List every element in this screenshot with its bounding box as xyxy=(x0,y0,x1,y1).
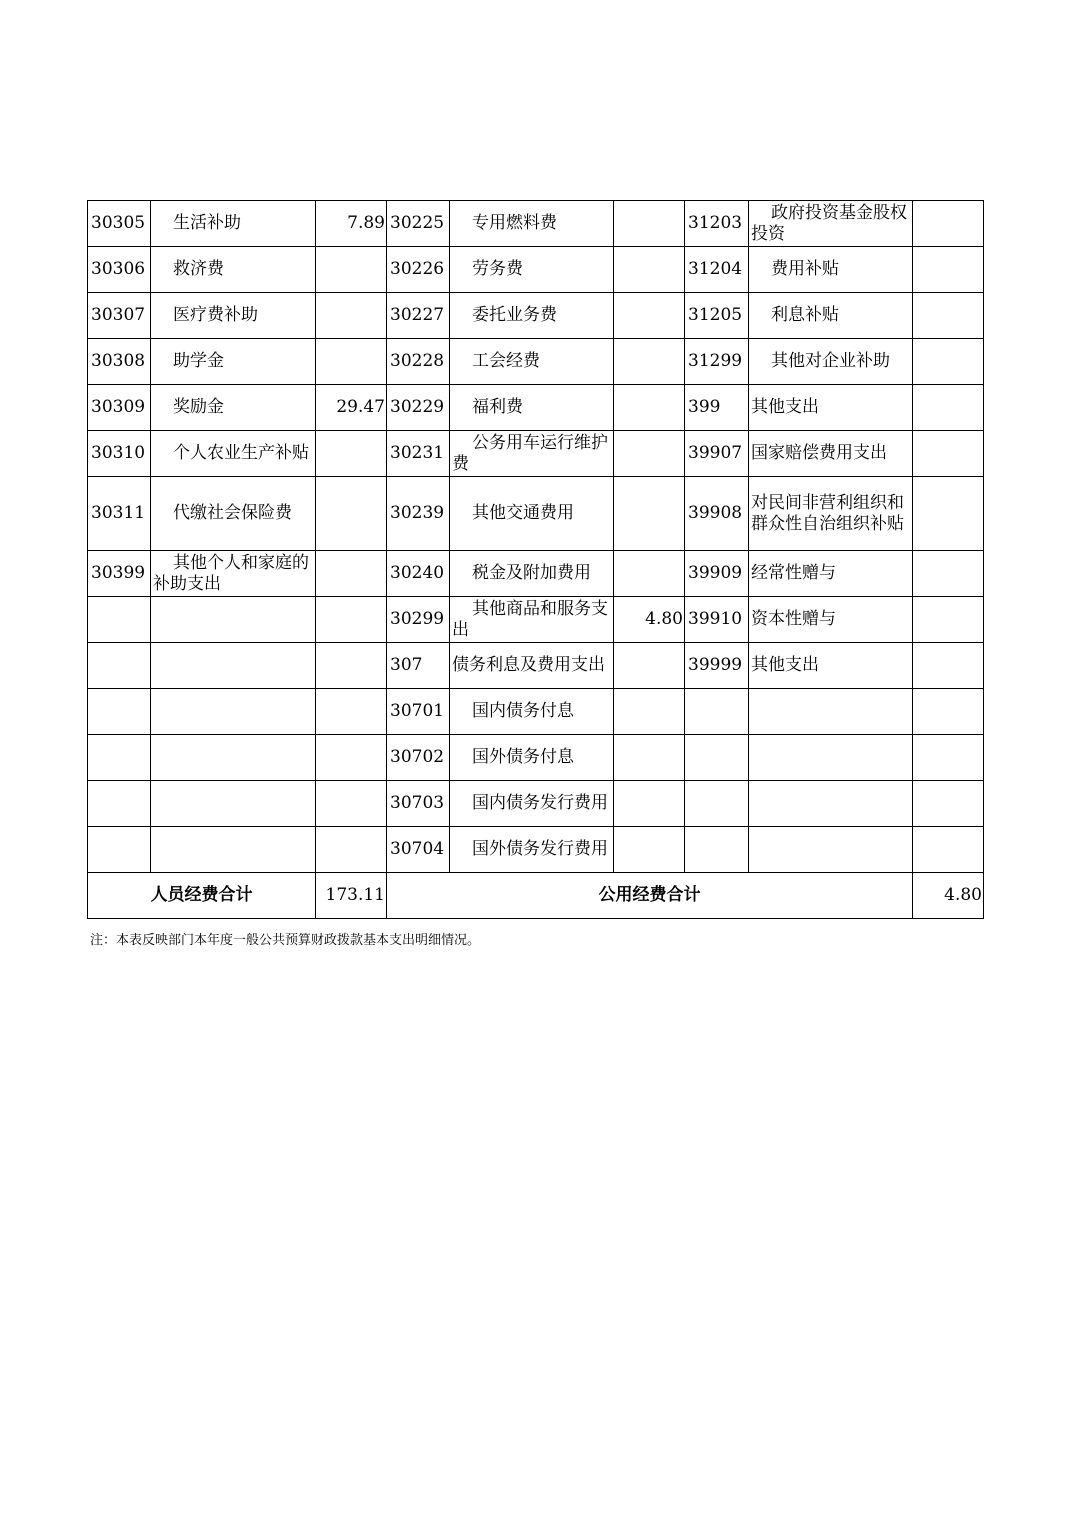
item-name-cell: 救济费 xyxy=(151,247,316,293)
amount-cell xyxy=(316,827,387,873)
totals-row xyxy=(88,873,984,919)
code-cell xyxy=(88,781,151,827)
code-cell: 30239 xyxy=(387,477,450,551)
amount-cell xyxy=(614,293,685,339)
table-row xyxy=(88,643,984,689)
amount-cell xyxy=(913,597,984,643)
item-name-cell xyxy=(749,781,913,827)
table-row xyxy=(88,339,984,385)
table-row xyxy=(88,735,984,781)
code-cell xyxy=(685,689,749,735)
table-row xyxy=(88,477,984,551)
amount-cell xyxy=(614,689,685,735)
code-cell xyxy=(88,643,151,689)
amount-cell xyxy=(913,247,984,293)
item-name-cell: 国内债务发行费用 xyxy=(450,781,614,827)
code-cell: 39909 xyxy=(685,551,749,597)
amount-cell xyxy=(614,385,685,431)
item-name-cell: 国家赔偿费用支出 xyxy=(749,431,913,477)
item-name-cell: 个人农业生产补贴 xyxy=(151,431,316,477)
code-cell: 30310 xyxy=(88,431,151,477)
amount-cell xyxy=(614,735,685,781)
amount-cell xyxy=(913,827,984,873)
code-cell: 30704 xyxy=(387,827,450,873)
amount-cell xyxy=(913,431,984,477)
item-name-cell xyxy=(749,827,913,873)
footnote: 注：本表反映部门本年度一般公共预算财政拨款基本支出明细情况。 xyxy=(90,933,481,948)
personnel-total-label: 人员经费合计 xyxy=(88,873,316,919)
personnel-total-value: 173.11 xyxy=(316,873,387,919)
public-total-label: 公用经费合计 xyxy=(387,873,913,919)
item-name-cell: 其他对企业补助 xyxy=(749,339,913,385)
item-name-cell: 政府投资基金股权投资 xyxy=(749,201,913,247)
code-cell: 30309 xyxy=(88,385,151,431)
item-name-cell: 代缴社会保险费 xyxy=(151,477,316,551)
amount-cell: 7.89 xyxy=(316,201,387,247)
amount-cell xyxy=(614,339,685,385)
item-name-cell: 其他个人和家庭的补助支出 xyxy=(151,551,316,597)
amount-cell xyxy=(913,339,984,385)
item-name-cell: 其他支出 xyxy=(749,385,913,431)
code-cell: 30399 xyxy=(88,551,151,597)
code-cell: 30305 xyxy=(88,201,151,247)
item-name-cell: 奖励金 xyxy=(151,385,316,431)
amount-cell xyxy=(614,247,685,293)
code-cell: 30231 xyxy=(387,431,450,477)
table-row xyxy=(88,247,984,293)
code-cell xyxy=(685,735,749,781)
code-cell xyxy=(88,827,151,873)
code-cell xyxy=(685,781,749,827)
item-name-cell xyxy=(151,689,316,735)
table-row xyxy=(88,201,984,247)
item-name-cell: 生活补助 xyxy=(151,201,316,247)
item-name-cell: 对民间非营利组织和群众性自治组织补贴 xyxy=(749,477,913,551)
item-name-cell: 资本性赠与 xyxy=(749,597,913,643)
code-cell: 30701 xyxy=(387,689,450,735)
item-name-cell: 国外债务付息 xyxy=(450,735,614,781)
table-body xyxy=(88,201,984,919)
table-row xyxy=(88,827,984,873)
table-row xyxy=(88,597,984,643)
item-name-cell: 助学金 xyxy=(151,339,316,385)
amount-cell xyxy=(316,597,387,643)
item-name-cell xyxy=(749,689,913,735)
amount-cell xyxy=(316,689,387,735)
code-cell: 30311 xyxy=(88,477,151,551)
item-name-cell: 国内债务付息 xyxy=(450,689,614,735)
amount-cell xyxy=(316,735,387,781)
item-name-cell: 福利费 xyxy=(450,385,614,431)
amount-cell xyxy=(316,339,387,385)
amount-cell xyxy=(913,689,984,735)
public-total-value: 4.80 xyxy=(913,873,984,919)
item-name-cell: 经常性赠与 xyxy=(749,551,913,597)
item-name-cell: 利息补贴 xyxy=(749,293,913,339)
code-cell: 30307 xyxy=(88,293,151,339)
item-name-cell: 专用燃料费 xyxy=(450,201,614,247)
code-cell: 30703 xyxy=(387,781,450,827)
code-cell xyxy=(685,827,749,873)
code-cell: 30226 xyxy=(387,247,450,293)
item-name-cell: 劳务费 xyxy=(450,247,614,293)
code-cell: 30240 xyxy=(387,551,450,597)
table-row xyxy=(88,781,984,827)
item-name-cell xyxy=(151,735,316,781)
amount-cell xyxy=(913,201,984,247)
code-cell xyxy=(88,689,151,735)
code-cell: 31205 xyxy=(685,293,749,339)
amount-cell xyxy=(913,735,984,781)
amount-cell xyxy=(614,827,685,873)
amount-cell xyxy=(316,477,387,551)
amount-cell xyxy=(316,643,387,689)
amount-cell xyxy=(913,293,984,339)
amount-cell xyxy=(316,293,387,339)
amount-cell: 29.47 xyxy=(316,385,387,431)
amount-cell xyxy=(913,385,984,431)
code-cell: 30702 xyxy=(387,735,450,781)
item-name-cell: 其他支出 xyxy=(749,643,913,689)
amount-cell xyxy=(913,781,984,827)
code-cell: 39999 xyxy=(685,643,749,689)
amount-cell xyxy=(614,781,685,827)
code-cell xyxy=(88,735,151,781)
amount-cell xyxy=(913,551,984,597)
code-cell: 39910 xyxy=(685,597,749,643)
code-cell: 30299 xyxy=(387,597,450,643)
code-cell: 31203 xyxy=(685,201,749,247)
amount-cell xyxy=(614,643,685,689)
item-name-cell: 公务用车运行维护费 xyxy=(450,431,614,477)
item-name-cell: 医疗费补助 xyxy=(151,293,316,339)
code-cell: 30225 xyxy=(387,201,450,247)
amount-cell xyxy=(614,477,685,551)
code-cell: 31204 xyxy=(685,247,749,293)
item-name-cell: 国外债务发行费用 xyxy=(450,827,614,873)
table-row xyxy=(88,689,984,735)
amount-cell: 4.80 xyxy=(614,597,685,643)
item-name-cell xyxy=(749,735,913,781)
amount-cell xyxy=(316,781,387,827)
code-cell: 39907 xyxy=(685,431,749,477)
item-name-cell xyxy=(151,827,316,873)
table-row xyxy=(88,385,984,431)
table-row xyxy=(88,293,984,339)
code-cell xyxy=(88,597,151,643)
code-cell: 31299 xyxy=(685,339,749,385)
budget-detail-table xyxy=(87,200,984,919)
code-cell: 39908 xyxy=(685,477,749,551)
table-row xyxy=(88,431,984,477)
amount-cell xyxy=(614,551,685,597)
item-name-cell xyxy=(151,643,316,689)
code-cell: 30308 xyxy=(88,339,151,385)
amount-cell xyxy=(614,431,685,477)
table-row xyxy=(88,551,984,597)
code-cell: 399 xyxy=(685,385,749,431)
amount-cell xyxy=(316,431,387,477)
code-cell: 307 xyxy=(387,643,450,689)
code-cell: 30229 xyxy=(387,385,450,431)
item-name-cell: 其他交通费用 xyxy=(450,477,614,551)
code-cell: 30228 xyxy=(387,339,450,385)
amount-cell xyxy=(913,477,984,551)
item-name-cell xyxy=(151,781,316,827)
item-name-cell: 债务利息及费用支出 xyxy=(450,643,614,689)
item-name-cell: 工会经费 xyxy=(450,339,614,385)
item-name-cell: 委托业务费 xyxy=(450,293,614,339)
item-name-cell: 税金及附加费用 xyxy=(450,551,614,597)
amount-cell xyxy=(913,643,984,689)
amount-cell xyxy=(316,551,387,597)
code-cell: 30306 xyxy=(88,247,151,293)
code-cell: 30227 xyxy=(387,293,450,339)
amount-cell xyxy=(316,247,387,293)
amount-cell xyxy=(614,201,685,247)
item-name-cell: 其他商品和服务支出 xyxy=(450,597,614,643)
item-name-cell xyxy=(151,597,316,643)
item-name-cell: 费用补贴 xyxy=(749,247,913,293)
